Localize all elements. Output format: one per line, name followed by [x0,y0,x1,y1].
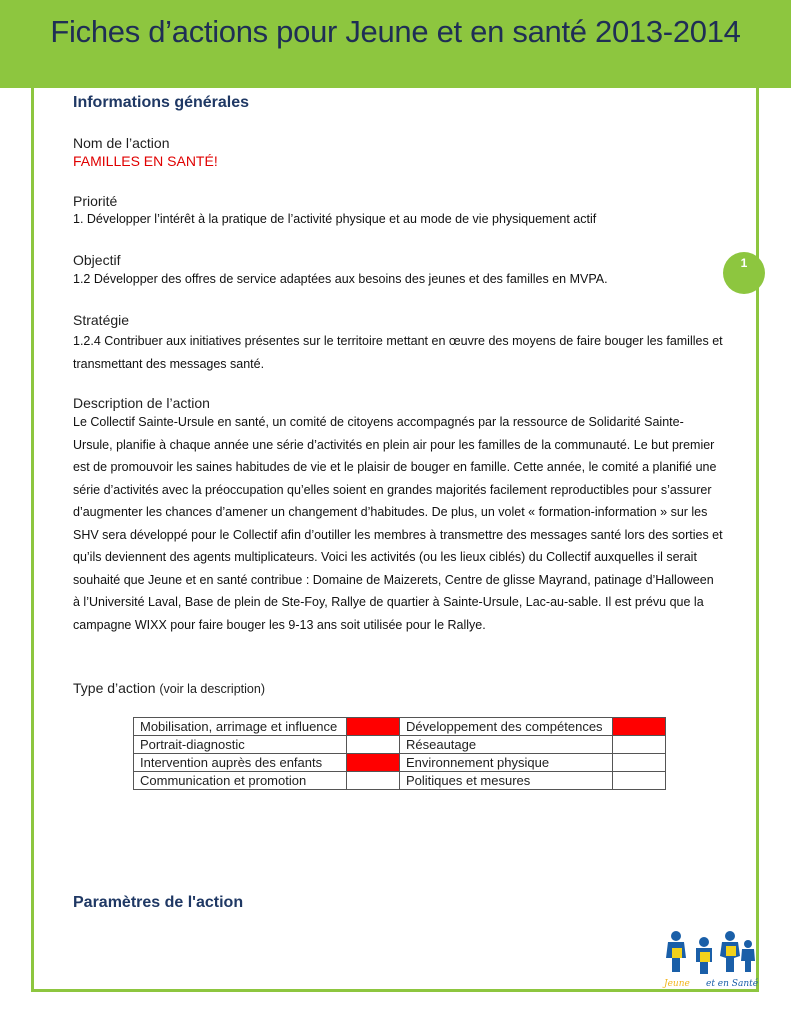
type-cell: Environnement physique [400,754,613,772]
frame-bottom-border [31,989,759,992]
type-checkbox[interactable] [613,754,666,772]
type-cell: Portrait-diagnostic [134,736,347,754]
page-number-badge: 1 [723,252,765,294]
strategy-label: Stratégie [73,312,130,328]
frame-right-border [756,72,759,992]
description-label: Description de l’action [73,395,210,411]
type-cell: Développement des compétences [400,718,613,736]
section-title-general: Informations générales [73,94,250,111]
objective-label: Objectif [73,252,121,268]
type-cell: Politiques et mesures [400,772,613,790]
table-row [134,754,666,772]
priority-label: Priorité [73,193,118,209]
type-label: Type d’action [73,680,156,696]
type-cell: Intervention auprès des enfants [134,754,347,772]
type-checkbox[interactable] [347,772,400,790]
strategy-value: 1.2.4 Contribuer aux initiatives présentes sur le territoire mettant en œuvre des moyens de faire bouger les familles et transmettant des messages santé. [73,334,723,371]
type-checkbox[interactable] [347,754,400,772]
type-cell: Mobilisation, arrimage et influence [134,718,347,736]
type-checkbox[interactable] [613,736,666,754]
action-type-table [133,717,666,790]
frame-left-border [31,72,34,992]
table-row [134,736,666,754]
svg-text:Jeune: Jeune [664,979,690,989]
description-value: Le Collectif Sainte-Ursule en santé, un comité de citoyens accompagnés par la ressource de Solidarité Sainte-Ursule, planifie à chaque année une série d’activités en plein air pour les familles de la communauté. Le but premier est de promouvoir les saines habitudes de vie et le plaisir de bouger en famille. Cette année, le comité a planifié une série d’activités avec la préoccupation qu’elles soient en grandes majorités facilement reproductibles pour s’assurer d’augmenter les chances d’amener un changement d’habitudes. De plus, un volet « formation-information » sur les SHV sera développé pour le Collectif afin d’outiller les membres à transmettre des messages santé lors des sorties et qu’ils deviennent des agents multiplicateurs. Voici les activités (ou les lieux ciblés) du Collectif auxquelles il serait souhaité que Jeune et en santé contribue : Domaine de Maizerets, Centre de glisse Mayrand, patinage d’Halloween à l’Université Laval, Base de plein de Ste-Foy, Rallye de quartier à Sainte-Ursule, Lac-au-sable. Il est prévu que la campagne WIXX pour faire bouger les 9-13 ans soit utilisée pour le Rallye. [73,415,723,632]
page-title: Fiches d’actions pour Jeune et en santé 2013-2014 [50,14,741,49]
action-name-label: Nom de l’action [73,135,170,151]
type-checkbox[interactable] [613,772,666,790]
type-checkbox[interactable] [347,718,400,736]
table-row [134,718,666,736]
type-checkbox[interactable] [347,736,400,754]
action-name-value: FAMILLES EN SANTÉ! [73,153,218,169]
table-row [134,772,666,790]
type-checkbox[interactable] [613,718,666,736]
type-note: (voir la description) [159,682,265,696]
type-label-row [73,680,265,696]
type-cell: Réseautage [400,736,613,754]
type-cell: Communication et promotion [134,772,347,790]
priority-value: 1. Développer l’intérêt à la pratique de l’activité physique et au mode de vie physiquement actif [73,212,597,226]
objective-value: 1.2 Développer des offres de service adaptées aux besoins des jeunes et des familles en MVPA. [73,272,608,286]
jeune-en-sante-logo [660,928,758,990]
section-title-parameters: Paramètres de l'action [73,894,244,911]
svg-text:et en Santé: et en Santé [706,979,758,989]
